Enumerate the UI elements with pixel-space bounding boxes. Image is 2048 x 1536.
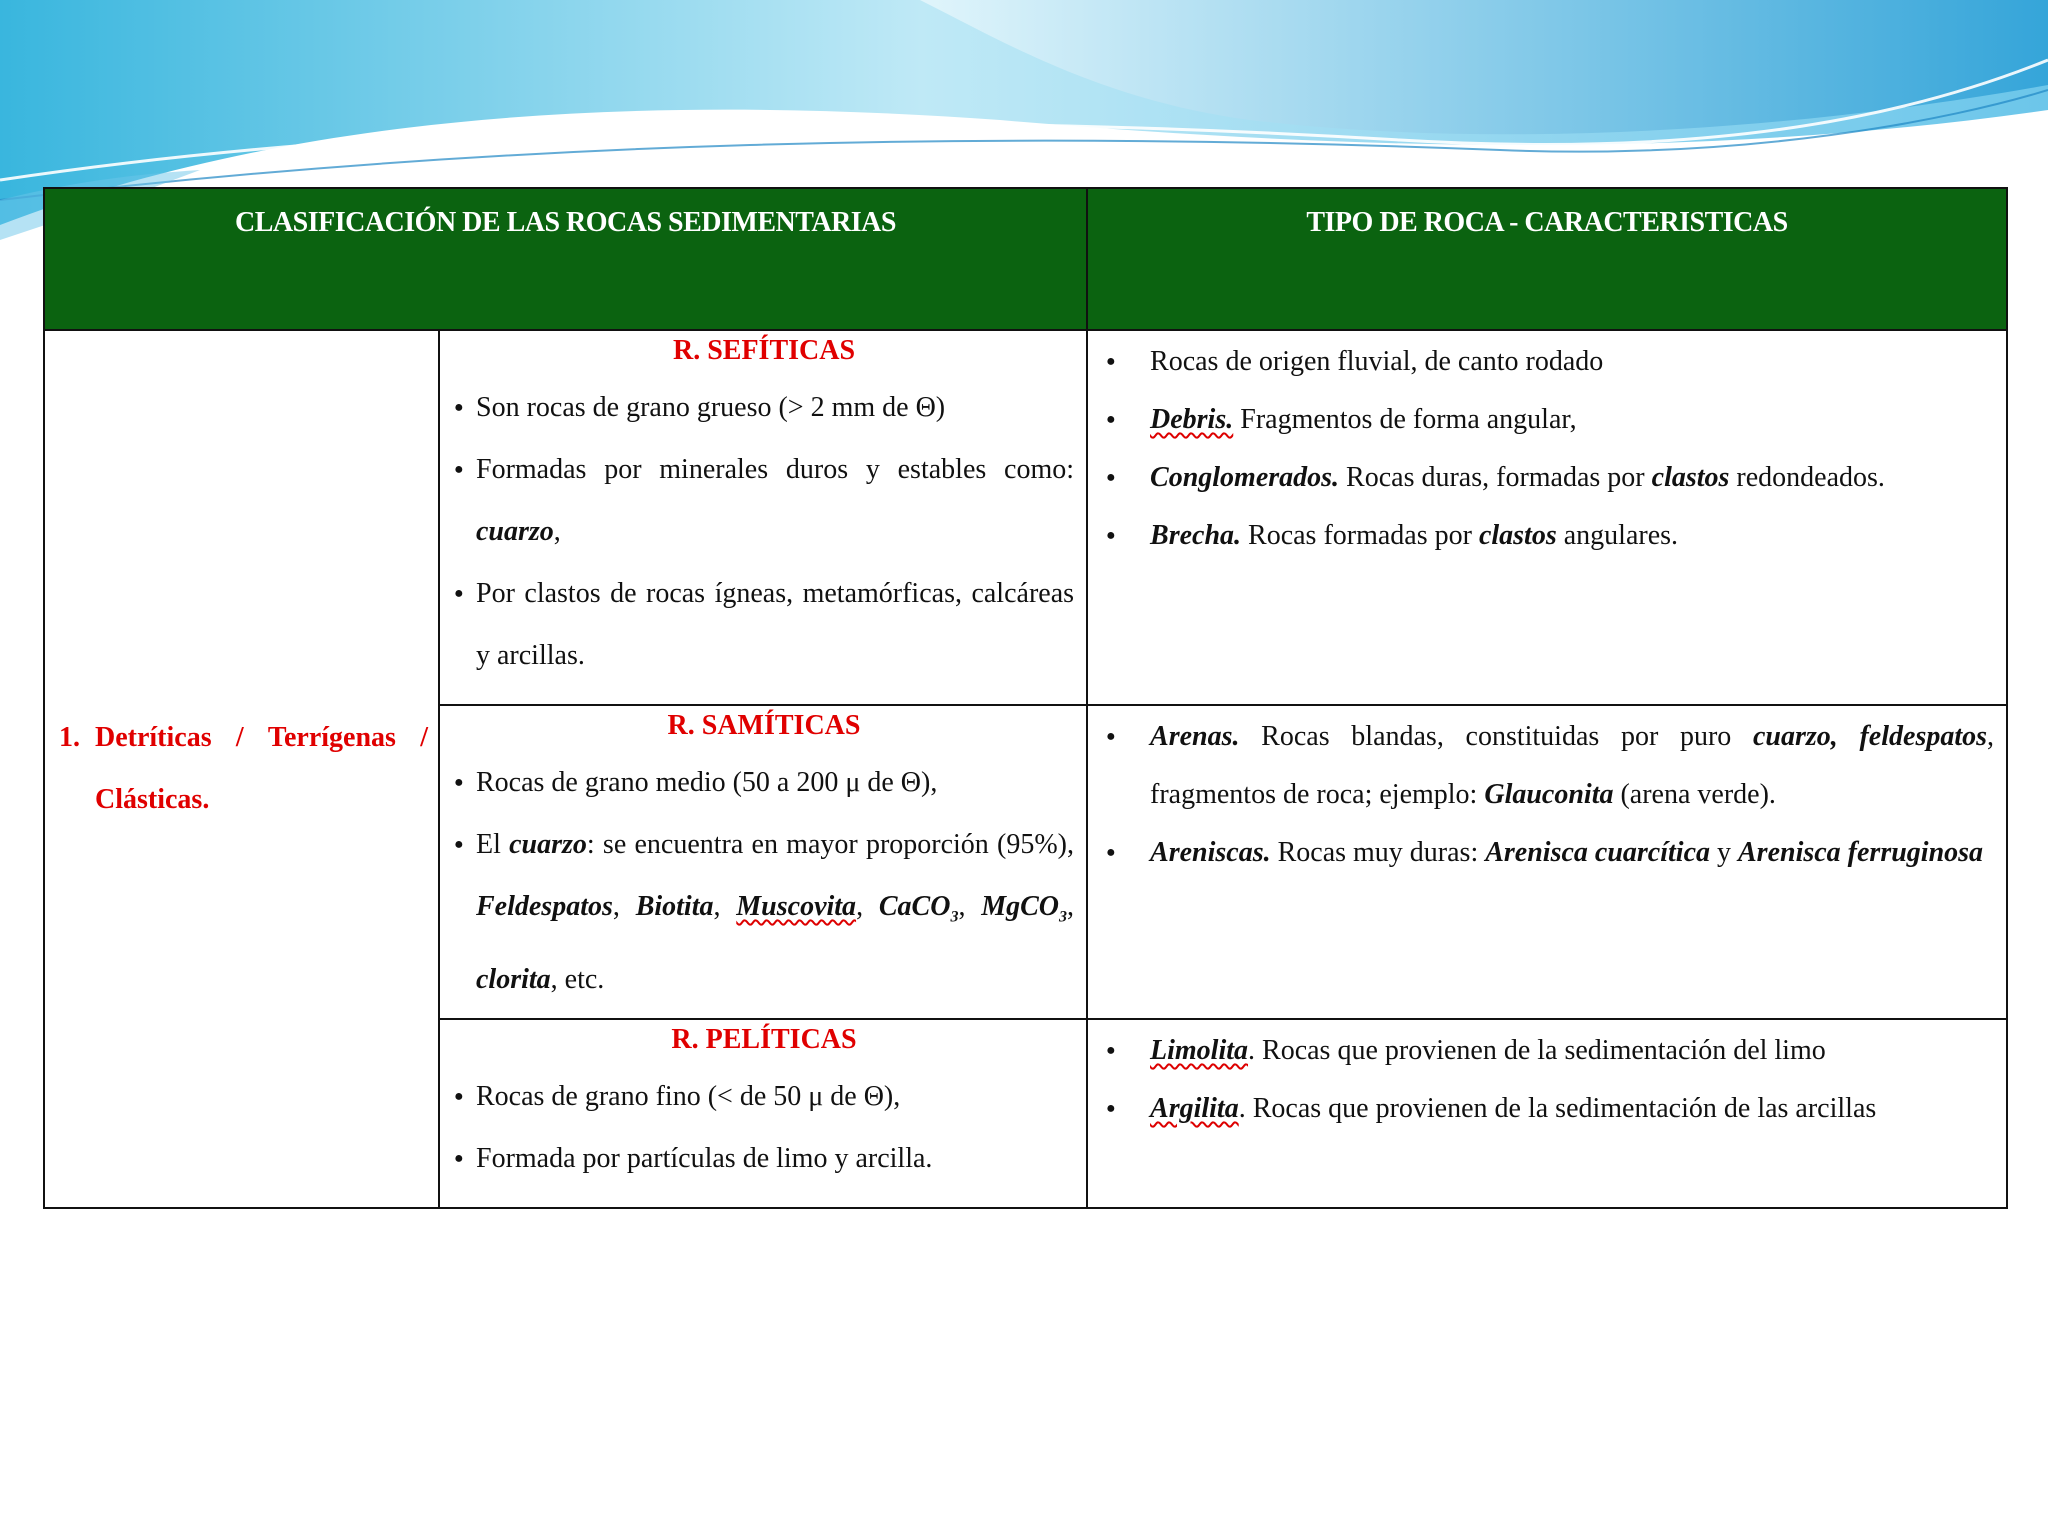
list-item: ● Conglomerados. Rocas duras, formadas por clastos redondeados. <box>1102 449 1994 507</box>
category-word-terrigenas: Terrígenas <box>267 722 396 753</box>
category-line-1 <box>59 707 428 769</box>
list-item: ● Por clastos de rocas ígneas, metamórficas, calcáreas y arcillas. <box>454 563 1074 687</box>
list-item: ● Formadas por minerales duros y estables como: cuarzo, <box>454 439 1074 563</box>
table-row <box>44 330 2007 705</box>
sefiticas-characteristics <box>1087 330 2007 705</box>
category-cell <box>44 330 439 1208</box>
category-word-detriticas: Detríticas <box>95 722 212 753</box>
header-classification: CLASIFICACIÓN DE LAS ROCAS SEDIMENTARIAS <box>44 188 1087 330</box>
list-item: ● Debris. Fragmentos de forma angular, <box>1102 391 1994 449</box>
samiticas-cell <box>439 705 1087 1019</box>
list-item: ● Argilita. Rocas que provienen de la sedimentación de las arcillas <box>1102 1080 1994 1138</box>
list-item: ● Formada por partículas de limo y arcilla. <box>454 1128 1074 1190</box>
list-item: ● Son rocas de grano grueso (> 2 mm de Θ) <box>454 377 1074 439</box>
category-number: 1. <box>59 722 80 753</box>
sefiticas-title: R. SEFÍTICAS <box>672 335 856 366</box>
list-item: ● Rocas de grano fino (< de 50 μ de Θ), <box>454 1066 1074 1128</box>
list-item: ● El cuarzo: se encuentra en mayor proporción (95%), Feldespatos, Biotita, Muscovita, CaCO$_3$, MgCO$_3$, clorita, etc. <box>454 814 1074 1011</box>
samiticas-characteristics <box>1087 705 2007 1019</box>
list-item: ● Brecha. Rocas formadas por clastos angulares. <box>1102 507 1994 565</box>
list-item: ● Areniscas. Rocas muy duras: Arenisca cuarcítica y Arenisca ferruginosa <box>1102 824 1994 882</box>
rock-classification-table <box>43 187 2008 1209</box>
peliticas-title: R. PELÍTICAS <box>671 1024 857 1055</box>
header-characteristics: TIPO DE ROCA - CARACTERISTICAS <box>1087 188 2007 330</box>
samiticas-title: R. SAMÍTICAS <box>667 710 861 741</box>
peliticas-characteristics <box>1087 1019 2007 1208</box>
category-separator: / <box>235 722 244 753</box>
list-item: ● Rocas de grano medio (50 a 200 μ de Θ), <box>454 752 1074 814</box>
category-separator: / <box>420 722 428 753</box>
list-item: ● Limolita. Rocas que provienen de la sedimentación del limo <box>1102 1022 1994 1080</box>
list-item: ● Arenas. Rocas blandas, constituidas por puro cuarzo, feldespatos, fragmentos de roca; ejemplo: Glauconita (arena verde). <box>1102 708 1994 824</box>
table-header-row <box>44 188 2007 330</box>
peliticas-cell <box>439 1019 1087 1208</box>
list-item: ● Rocas de origen fluvial, de canto rodado <box>1102 333 1994 391</box>
sefiticas-cell <box>439 330 1087 705</box>
category-word-clasticas: Clásticas. <box>95 784 210 815</box>
